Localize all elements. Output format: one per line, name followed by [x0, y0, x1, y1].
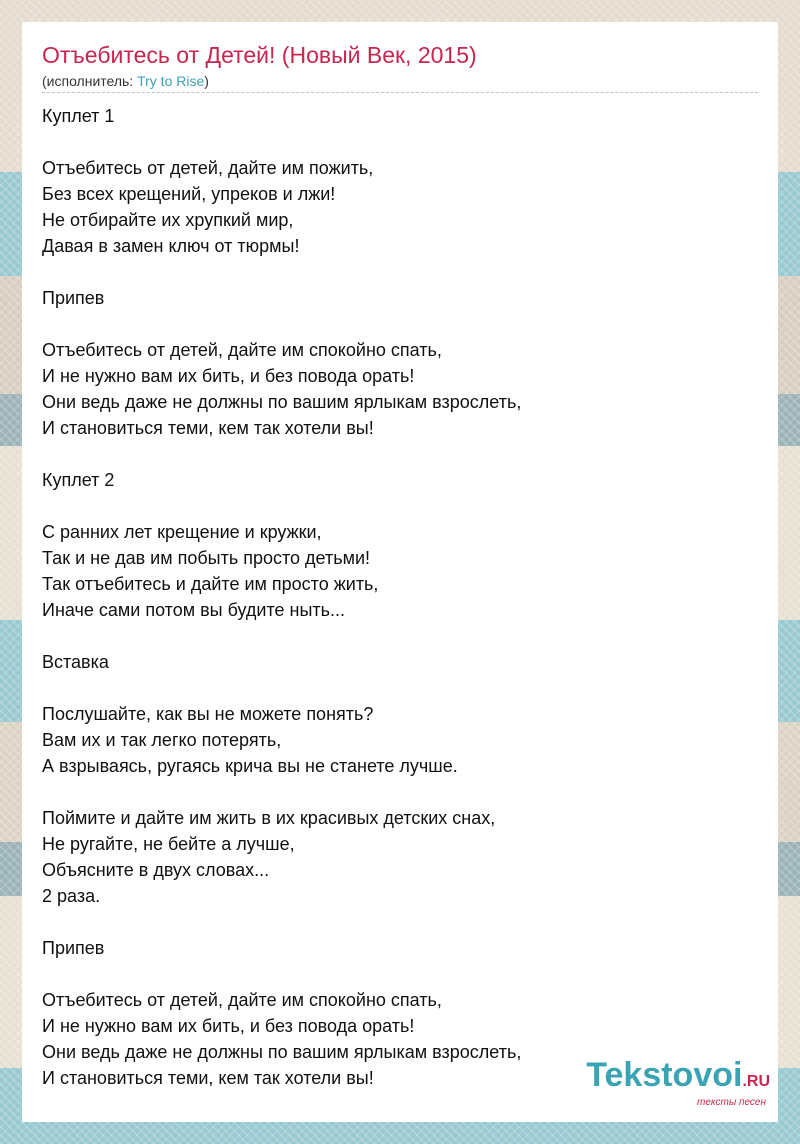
stanza-gap	[42, 259, 758, 285]
logo-tld: .RU	[742, 1073, 770, 1090]
lyric-line: Они ведь даже не должны по вашим ярлыкам взрослеть,	[42, 1042, 522, 1062]
lyric-line: Припев	[42, 288, 105, 308]
site-logo[interactable]	[586, 1058, 770, 1108]
lyric-line: Вставка	[42, 652, 109, 672]
logo-wordmark	[586, 1058, 770, 1099]
lyric-line: А взрываясь, ругаясь крича вы не станете лучше.	[42, 756, 458, 776]
lyric-line: Послушайте, как вы не можете понять?	[42, 704, 374, 724]
artist-link[interactable]: Try to Rise	[137, 73, 205, 89]
lyric-line: И становиться теми, кем так хотели вы!	[42, 418, 374, 438]
lyric-line: Поймите и дайте им жить в их красивых детских снах,	[42, 808, 496, 828]
lyric-line: Давая в замен ключ от тюрмы!	[42, 236, 300, 256]
stanza-gap	[42, 779, 758, 805]
stanza-gap	[42, 909, 758, 935]
stanza-gap	[42, 493, 758, 519]
stanza-gap	[42, 961, 758, 987]
stanza-gap	[42, 675, 758, 701]
lyrics-card	[22, 22, 778, 1122]
logo-main-text: Tekstovoi	[586, 1056, 743, 1094]
lyrics-text	[42, 103, 758, 1091]
lyric-line: Иначе сами потом вы будите ныть...	[42, 600, 346, 620]
logo-subtitle: тексты песен	[697, 1097, 766, 1108]
song-title: Отъебитесь от Детей! (Новый Век, 2015)	[42, 42, 477, 68]
stanza-gap	[42, 129, 758, 155]
lyric-line: Не отбирайте их хрупкий мир,	[42, 210, 294, 230]
lyric-line: Припев	[42, 938, 105, 958]
lyric-line: С ранних лет крещение и кружки,	[42, 522, 322, 542]
lyric-line: Вам их и так легко потерять,	[42, 730, 282, 750]
lyric-line: Так отъебитесь и дайте им просто жить,	[42, 574, 379, 594]
stanza-gap	[42, 311, 758, 337]
song-header	[42, 40, 758, 90]
lyric-line: И не нужно вам их бить, и без повода орать!	[42, 1016, 415, 1036]
header-divider	[42, 92, 758, 93]
artist-suffix: )	[204, 73, 209, 89]
lyric-line: Так и не дав им побыть просто детьми!	[42, 548, 371, 568]
lyric-line: 2 раза.	[42, 886, 101, 906]
lyric-line: Без всех крещений, упреков и лжи!	[42, 184, 336, 204]
lyric-line: Куплет 1	[42, 106, 115, 126]
lyric-line: И не нужно вам их бить, и без повода орать!	[42, 366, 415, 386]
stanza-gap	[42, 441, 758, 467]
lyric-line: Они ведь даже не должны по вашим ярлыкам взрослеть,	[42, 392, 522, 412]
lyric-line: Отъебитесь от детей, дайте им спокойно спать,	[42, 990, 442, 1010]
lyric-line: Не ругайте, не бейте а лучше,	[42, 834, 295, 854]
lyric-line: Отъебитесь от детей, дайте им пожить,	[42, 158, 374, 178]
stanza-gap	[42, 623, 758, 649]
lyric-line: И становиться теми, кем так хотели вы!	[42, 1068, 374, 1088]
lyric-line: Отъебитесь от детей, дайте им спокойно спать,	[42, 340, 442, 360]
artist-line	[42, 72, 758, 90]
artist-prefix: (исполнитель:	[42, 73, 138, 89]
lyric-line: Куплет 2	[42, 470, 115, 490]
lyric-line: Объясните в двух словах...	[42, 860, 270, 880]
